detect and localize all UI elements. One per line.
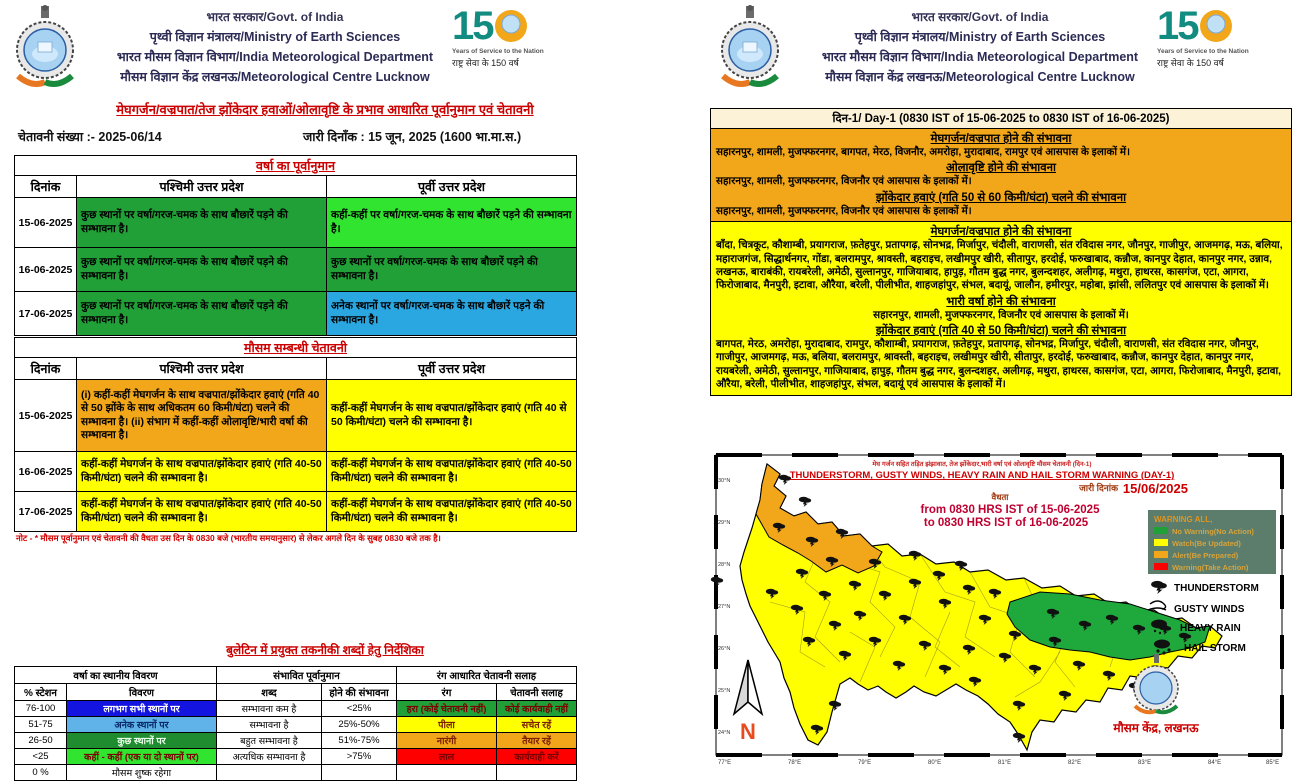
svg-text:79°E: 79°E [858, 760, 872, 766]
legend-green-label: No Warning(No Action) [1172, 527, 1254, 536]
svg-text:82°E: 82°E [1068, 760, 1082, 766]
150-caption-en: Years of Service to the Nation [1157, 48, 1249, 55]
page1-header [0, 0, 650, 98]
150-years-logo [1157, 6, 1267, 69]
150-caption-en: Years of Service to the Nation [452, 48, 544, 55]
group-prob: संभावित पूर्वानुमान [217, 667, 397, 684]
desc-cell: अनेक स्थानों पर [67, 717, 217, 733]
advice-cell [497, 765, 577, 781]
date-cell: 17-06-2025 [15, 492, 77, 532]
advice-cell: कोई कार्यवाही नहीं [497, 701, 577, 717]
orange-areas-hail: सहारनपुर, शामली, मुजफ्फरनगर, विजनौर एवं आसपास के इलाकों में। [716, 176, 972, 188]
rain-forecast-table [14, 155, 577, 336]
col-date: दिनांक [15, 176, 77, 198]
color-cell: नारंगी [397, 733, 497, 749]
forecast-west-cell: कुछ स्थानों पर वर्षा/गरज-चमक के साथ बौछारें पड़ने की सम्भावना है। [77, 292, 327, 336]
desc-cell: कुछ स्थानों पर [67, 733, 217, 749]
station-cell: <25 [15, 749, 67, 765]
header-text-block [95, 8, 455, 85]
govt-line: भारत सरकार/Govt. of India [911, 10, 1049, 24]
forecast-west-cell: कुछ स्थानों पर वर्षा/गरज-चमक के साथ बौछारें पड़ने की सम्भावना है। [77, 248, 327, 292]
day1-yellow-section [711, 222, 1291, 394]
prob-cell: >75% [322, 749, 397, 765]
prob-cell: 25%-50% [322, 717, 397, 733]
svg-text:81°E: 81°E [998, 760, 1012, 766]
term-cell: सम्भावना है [217, 717, 322, 733]
dept-line: भारत मौसम विज्ञान विभाग/India Meteorological Department [821, 50, 1139, 64]
date-cell: 16-06-2025 [15, 452, 77, 492]
forecast-west-cell: कुछ स्थानों पर वर्षा/गरज-चमक के साथ बौछारें पड़ने की सम्भावना है। [77, 198, 327, 248]
imd-emblem-logo [717, 4, 783, 94]
legend-title: WARNING ALL, [1154, 515, 1213, 524]
bulletin-title: मेघगर्जन/वज्रपात/तेज झोंकेदार हवाओं/ओलावृष्टि के प्रभाव आधारित पूर्वानुमान एवं चेतावनी [116, 102, 534, 117]
header-text-block [800, 8, 1160, 85]
glossary-heading: बुलेटिन में प्रयुक्त तकनीकी शब्दों हेतु निर्देशिका [226, 643, 424, 657]
svg-text:30°N: 30°N [718, 478, 731, 484]
day1-header-bar: दिन-1/ Day-1 (0830 IST of 15-06-2025 to 0830 IST of 16-06-2025) [711, 109, 1291, 129]
yellow-areas-gusty: बागपत, मेरठ, अमरोहा, मुरादाबाद, रामपुर, कौशाम्बी, प्रयागराज, फ़तेहपुर, प्रतापगढ़, सोनभद्र, मिर्जापुर, चंदौली, वाराणसी, संत रविदास नगर, जौनपुर, गाजीपुर, आजमगढ़, मऊ, बलिया, बलरामपुर, श्रावस्ती, बहराइच, लखीमपुर खीरी, सीतापुर, हरदोई, फरुखाबाद, कन्नौज, कानपुर देहात, कानपुर नगर, रायबरेली, अमेठी, सुल्तानपुर, गाजियाबाद, हापुड़, गौतम बुद्ध नगर, बुलन्दशहर, अलीगढ़, मथुरा, हाथरस, कासगंज, एटा, आगरा, फिरोजाबाद, मैनपुरी, इटावा, औरैया, बरेली, पीलीभीत, शाहजहांपुर, संभल, बदायूं एवं आसपास के इलाकों में। [716, 339, 1282, 391]
col-desc: विवरण [67, 684, 217, 701]
legend-orange-swatch [1154, 551, 1168, 558]
map-issue-date: 15/06/2025 [1122, 481, 1188, 496]
page2-header [705, 0, 1300, 98]
yellow-heading-heavyrain: भारी वर्षा होने की संभावना [946, 295, 1056, 308]
station-cell: 51-75 [15, 717, 67, 733]
bulletin-meta [18, 128, 638, 145]
forecast-table-title: वर्षा का पूर्वानुमान [15, 156, 577, 176]
map-credit: मौसम केंद्र, लखनऊ [1113, 721, 1199, 735]
bulletin-page-1 [0, 0, 650, 779]
svg-text:77°E: 77°E [718, 760, 732, 766]
validity-note: नोट - * मौसम पूर्वानुमान एवं चेतावनी की वैधता उस दिन के 0830 बजे (भारतीय समयानुसार) से लेकर अगले दिन के सुबह 0830 बजे तक है। [16, 533, 441, 543]
heavy-rain-label: HEAVY RAIN [1180, 623, 1241, 634]
svg-text:84°E: 84°E [1208, 760, 1222, 766]
yellow-heading-gusty: झोंकेदार हवाएं (गति 40 से 50 किमी/घंटा) चलने की संभावना [875, 325, 1127, 337]
bulletin-page-2 [650, 0, 1300, 776]
orange-areas-thunderstorm: सहारनपुर, शामली, मुजफ्फरनगर, बागपत, मेरठ, विजनौर, अमरोहा, मुरादाबाद, रामपुर एवं आसपास के इलाकों में। [716, 147, 1130, 158]
col-west-up: पश्चिमी उत्तर प्रदेश [77, 176, 327, 198]
orange-heading-hail: ओलावृष्टि होने की संभावना [945, 162, 1057, 175]
table-title-row [15, 156, 577, 176]
advice-cell: तैयार रहें [497, 733, 577, 749]
150-caption-hi: राष्ट्र सेवा के 150 वर्ष [452, 58, 519, 68]
group-color: रंग आधारित चेतावनी सलाह [397, 667, 577, 684]
desc-cell: मौसम शुष्क रहेगा [67, 765, 217, 781]
legend-red-swatch [1154, 563, 1168, 570]
gusty-winds-label: GUSTY WINDS [1174, 604, 1245, 615]
glossary-row [15, 717, 577, 733]
map-issue-label: जारी दिनांक [1079, 483, 1118, 493]
color-cell: पीला [397, 717, 497, 733]
color-cell: लाल [397, 749, 497, 765]
legend-green-swatch [1154, 527, 1168, 534]
table-row [15, 248, 577, 292]
yellow-areas-heavyrain: सहारनपुर, शामली, मुजफ्फरनगर, विजनौर एवं आसपास के इलाकों में। [873, 309, 1129, 321]
term-cell [217, 765, 322, 781]
date-cell: 15-06-2025 [15, 198, 77, 248]
legend-yellow-swatch [1154, 539, 1168, 546]
warning-map [710, 452, 1292, 774]
centre-line: मौसम विज्ञान केंद्र लखनऊ/Meteorological Centre Lucknow [120, 70, 430, 84]
table-title-row [15, 338, 577, 358]
yellow-areas-thunderstorm: बाँदा, चित्रकूट, कौशाम्बी, प्रयागराज, फ़तेहपुर, प्रतापगढ़, सोनभद्र, मिर्जापुर, चंदौली, वाराणसी, संत रविदास नगर, जौनपुर, गाजीपुर, आजमगढ़, मऊ, बलिया, महाराजगंज, सिद्धार्थनगर, गोंडा, बलरामपुर, श्रावस्ती, बहराइच, लखीमपुर खीरी, सीतापुर, हरदोई, फरुखाबाद, कन्नौज, कानपुर देहात, कानपुर नगर, उन्नाव, लखनऊ, बाराबंकी, रायबरेली, अमेठी, सुल्तानपुर, गाजियाबाद, हापुड़, गौतम बुद्ध नगर, बुलन्दशहर, अलीगढ़, मथुरा, हाथरस, कासगंज, एटा, आगरा, फिरोजाबाद, मैनपुरी, इटावा, औरैया, बरेली, पीलीभीत, शाहजहांपुर, संभल, बदायूं, जालौन, हमीरपुर, महोबा, झांसी, ललितपुर एवं आसपास के इलाकों में। [716, 240, 1283, 292]
advice-cell: कार्यवाही करें [497, 749, 577, 765]
svg-text:26°N: 26°N [718, 646, 731, 652]
glossary-row [15, 749, 577, 765]
warning-east-cell: कहीं-कहीं मेघगर्जन के साथ वज्रपात/झोंकेदार हवाएं (गति 40 से 50 किमी/घंटा) चलने की सम्भावना है। [327, 380, 577, 452]
svg-text:25°N: 25°N [718, 688, 731, 694]
table-row [15, 452, 577, 492]
svg-text:27°N: 27°N [718, 604, 731, 610]
north-label: N [740, 719, 756, 744]
govt-line: भारत सरकार/Govt. of India [206, 10, 344, 24]
table-header-row [15, 176, 577, 198]
up-warning-map-svg [710, 452, 1292, 774]
glossary-group-row [15, 667, 577, 684]
station-cell: 76-100 [15, 701, 67, 717]
col-date: दिनांक [15, 358, 77, 380]
orange-areas-gusty: सहारनपुर, शामली, मुजफ्फरनगर, विजनौर एवं आसपास के इलाकों में। [716, 205, 972, 217]
150-globe-icon [493, 8, 529, 44]
yellow-heading-thunderstorm: मेघगर्जन/वज्रपात होने की संभावना [930, 226, 1072, 239]
station-cell: 0 % [15, 765, 67, 781]
day1-orange-section [711, 129, 1291, 222]
svg-text:85°E: 85°E [1266, 760, 1280, 766]
imd-emblem-logo [12, 4, 78, 94]
ministry-line: पृथ्वी विज्ञान मंत्रालय/Ministry of Earth Sciences [854, 30, 1106, 44]
group-local: वर्षा का स्थानीय विवरण [15, 667, 217, 684]
day1-warning-box [710, 108, 1292, 396]
orange-heading-thunderstorm: मेघगर्जन/वज्रपात होने की संभावना [930, 133, 1072, 145]
150-number: 15 [1157, 4, 1198, 48]
150-years-logo [452, 6, 562, 69]
weather-warning-table [14, 337, 577, 532]
warning-west-cell: (i) कहीं-कहीं मेघगर्जन के साथ वज्रपात/झोंकेदार हवाएं (गति 40 से 50 झोंके के साथ अधिकतम 60 किमी/घंटा) चलने की सम्भावना है। (ii) संभाग में कहीं-कहीं ओलावृष्टि/भारी वर्षा की सम्भावना है। [77, 380, 327, 452]
map-title-english: THUNDERSTORM, GUSTY WINDS, HEAVY RAIN AND HAIL STORM WARNING (DAY-1) [789, 470, 1175, 481]
hail-storm-label: HAIL STORM [1184, 643, 1246, 654]
150-globe-icon [1198, 8, 1234, 44]
svg-text:24°N: 24°N [718, 730, 731, 736]
svg-text:78°E: 78°E [788, 760, 802, 766]
col-east-up: पूर्वी उत्तर प्रदेश [327, 358, 577, 380]
desc-cell: लगभग सभी स्थानों पर [67, 701, 217, 717]
col-west-up: पश्चिमी उत्तर प्रदेश [77, 358, 327, 380]
warning-east-cell: कहीं-कहीं मेघगर्जन के साथ वज्रपात/झोंकेदार हवाएं (गति 40-50 किमी/घंटा) चलने की सम्भावना है। [327, 492, 577, 532]
warning-east-cell: कहीं-कहीं मेघगर्जन के साथ वज्रपात/झोंकेदार हवाएं (गति 40-50 किमी/घंटा) चलने की सम्भावना है। [327, 452, 577, 492]
table-row [15, 292, 577, 336]
glossary-subhead-row [15, 684, 577, 701]
date-cell: 15-06-2025 [15, 380, 77, 452]
date-cell: 17-06-2025 [15, 292, 77, 336]
legend-red-label: Warning(Take Action) [1172, 563, 1249, 572]
map-title-hindi: मेघ गर्जन सहित तड़ित झंझावात, तेज झोंकेदार,भारी वर्षा एवं ओलावृष्टि मौसम चेतावनी (दिन-1) [872, 461, 1092, 468]
glossary-table [14, 666, 577, 781]
col-term: शब्द [217, 684, 322, 701]
map-validity-to: to 0830 HRS IST of 16-06-2025 [923, 517, 1089, 529]
forecast-east-cell: अनेक स्थानों पर वर्षा/गरज-चमक के साथ बौछारें पड़ने की सम्भावना है। [327, 292, 577, 336]
forecast-east-cell: कुछ स्थानों पर वर्षा/गरज-चमक के साथ बौछारें पड़ने की सम्भावना है। [327, 248, 577, 292]
table-header-row [15, 358, 577, 380]
table-row [15, 380, 577, 452]
col-advice: चेतावनी सलाह [497, 684, 577, 701]
ministry-line: पृथ्वी विज्ञान मंत्रालय/Ministry of Earth Sciences [149, 30, 401, 44]
map-validity-from: from 0830 HRS IST of 15-06-2025 [920, 504, 1100, 516]
glossary-row [15, 733, 577, 749]
advice-cell: सचेत रहें [497, 717, 577, 733]
150-caption-hi: राष्ट्र सेवा के 150 वर्ष [1157, 58, 1224, 68]
svg-text:80°E: 80°E [928, 760, 942, 766]
glossary-row [15, 701, 577, 717]
col-color: रंग [397, 684, 497, 701]
svg-text:83°E: 83°E [1138, 760, 1152, 766]
col-station: % स्टेशन [15, 684, 67, 701]
issue-date: जारी दिनाँक : 15 जून, 2025 (1600 भा.मा.स.) [303, 130, 522, 144]
col-prob: होने की संभावना [322, 684, 397, 701]
centre-line: मौसम विज्ञान केंद्र लखनऊ/Meteorological Centre Lucknow [825, 70, 1135, 84]
glossary-row [15, 765, 577, 781]
date-cell: 16-06-2025 [15, 248, 77, 292]
map-validity-label: वैधता [991, 492, 1009, 502]
legend-yellow-label: Watch(Be Updated) [1172, 539, 1241, 548]
station-cell: 26-50 [15, 733, 67, 749]
prob-cell: <25% [322, 701, 397, 717]
prob-cell: 51%-75% [322, 733, 397, 749]
dept-line: भारत मौसम विज्ञान विभाग/India Meteorological Department [116, 50, 434, 64]
warning-table-title: मौसम सम्बन्धी चेतावनी [15, 338, 577, 358]
table-row [15, 492, 577, 532]
legend-orange-label: Alert(Be Prepared) [1172, 551, 1239, 560]
150-number: 15 [452, 4, 493, 48]
forecast-east-cell: कहीं-कहीं पर वर्षा/गरज-चमक के साथ बौछारें पड़ने की सम्भावना है। [327, 198, 577, 248]
warning-west-cell: कहीं-कहीं मेघगर्जन के साथ वज्रपात/झोंकेदार हवाएं (गति 40-50 किमी/घंटा) चलने की सम्भावना है। [77, 492, 327, 532]
term-cell: सम्भावना कम है [217, 701, 322, 717]
thunderstorm-label: THUNDERSTORM [1174, 583, 1259, 594]
svg-text:29°N: 29°N [718, 520, 731, 526]
color-cell [397, 765, 497, 781]
map-legend [1148, 510, 1276, 574]
term-cell: बहुत सम्भावना है [217, 733, 322, 749]
term-cell: अत्यधिक सम्भावना है [217, 749, 322, 765]
table-row [15, 198, 577, 248]
color-cell: हरा (कोई चेतावनी नहीं) [397, 701, 497, 717]
prob-cell [322, 765, 397, 781]
warning-number: चेतावनी संख्या :- 2025-06/14 [18, 130, 162, 144]
orange-heading-gusty: झोंकेदार हवाएं (गति 50 से 60 किमी/घंटा) चलने की संभावना [875, 191, 1127, 204]
longitude-tick-labels [718, 760, 1279, 766]
svg-text:28°N: 28°N [718, 562, 731, 568]
col-east-up: पूर्वी उत्तर प्रदेश [327, 176, 577, 198]
warning-west-cell: कहीं-कहीं मेघगर्जन के साथ वज्रपात/झोंकेदार हवाएं (गति 40-50 किमी/घंटा) चलने की सम्भावना है। [77, 452, 327, 492]
desc-cell: कहीं - कहीं (एक या दो स्थानों पर) [67, 749, 217, 765]
